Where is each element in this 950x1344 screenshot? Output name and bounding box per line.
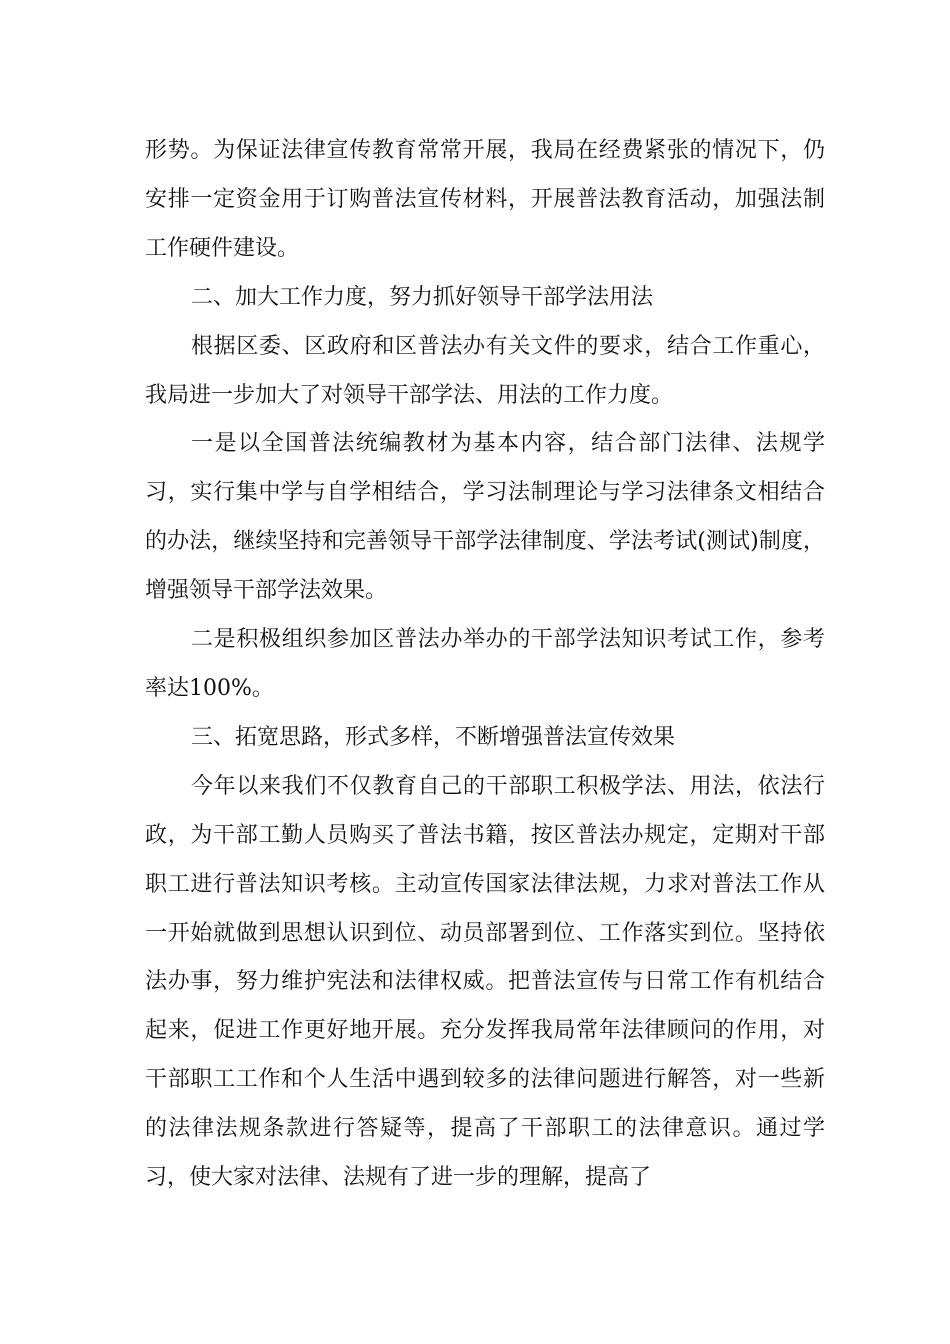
paragraph-point-one: 一是以全国普法统编教材为基本内容，结合部门法律、法规学习，实行集中学与自学相结合，学习法制理论与学习法律条文相结合的办法，继续坚持和完善领导干部学法律制度、学法考试(测试)制度，增强领导干部学法效果。 [145,431,825,604]
document-body [145,127,825,1203]
section-heading-2: 二、加大工作力度，努力抓好领导干部学法用法 [191,284,654,310]
paragraph-basis: 根据区委、区政府和区普法办有关文件的要求，结合工作重心，我局进一步加大了对领导干部学法、用法的工作力度。 [145,333,825,408]
paragraph-this-year: 今年以来我们不仅教育自己的干部职工积极学法、用法，依法行政，为干部工勤人员购买了普法书籍，按区普法办规定，定期对干部职工进行普法知识考核。主动宣传国家法律法规，力求对普法工作从一开始就做到思想认识到位、动员部署到位、工作落实到位。坚持依法办事，努力维护宪法和法律权威。把普法宣传与日常工作有机结合起来，促进工作更好地开展。充分发挥我局常年法律顾问的作用，对干部职工工作和个人生活中遇到较多的法律问题进行解答，对一些新的法律法规条款进行答疑等，提高了干部职工的法律意识。通过学习，使大家对法律、法规有了进一步的理解，提高了 [145,773,825,1191]
paragraph-continuation: 形势。为保证法律宣传教育常常开展，我局在经费紧张的情况下，仍安排一定资金用于订购普法宣传材料，开展普法教育活动，加强法制工作硬件建设。 [145,138,825,261]
paragraph-point-two: 二是积极组织参加区普法办举办的干部学法知识考试工作，参考率达100%。 [145,627,825,701]
section-heading-3: 三、拓宽思路，形式多样，不断增强普法宣传效果 [191,724,676,750]
